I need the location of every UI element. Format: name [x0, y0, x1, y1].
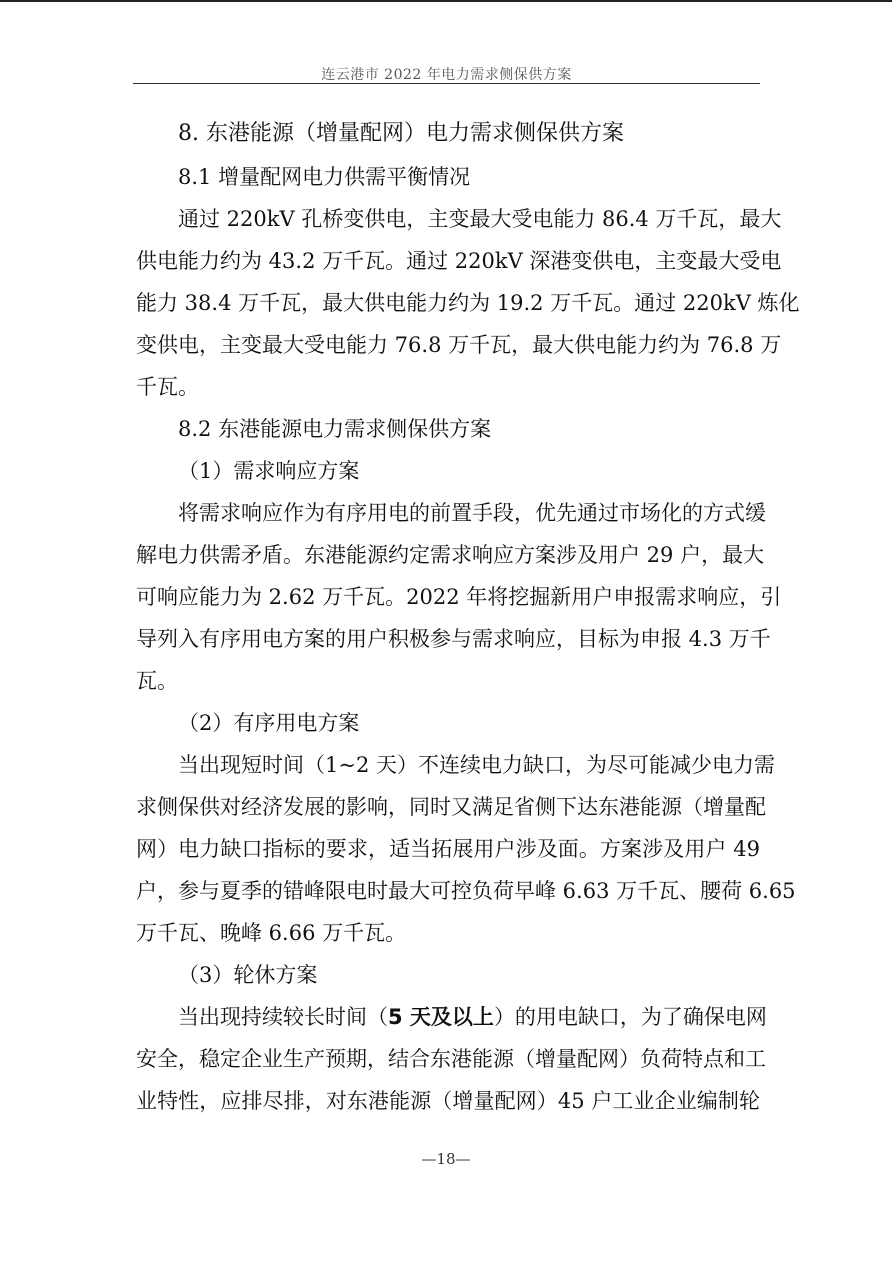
paragraph-line: 将需求响应作为有序用电的前置手段，优先通过市场化的方式缓	[178, 501, 766, 525]
subsection-8-2-heading: 8.2 东港能源电力需求侧保供方案	[178, 417, 492, 441]
item-3-heading: （3）轮休方案	[178, 963, 318, 987]
paragraph-line: 户，参与夏季的错峰限电时最大可控负荷早峰 6.63 万千瓦、腰荷 6.65	[136, 879, 796, 903]
paragraph-line: 万千瓦、晚峰 6.66 万千瓦。	[136, 921, 407, 945]
paragraph-line	[136, 1003, 767, 1031]
paragraph-line: 业特性，应排尽排，对东港能源（增量配网）45 户工业企业编制轮	[136, 1089, 760, 1113]
paragraph-line: 供电能力约为 43.2 万千瓦。通过 220kV 深港变供电，主变最大受电	[136, 249, 782, 273]
subsection-8-1-heading: 8.1 增量配网电力供需平衡情况	[178, 165, 471, 189]
top-border	[0, 0, 892, 2]
page-number: —18—	[421, 1150, 471, 1168]
paragraph-line: 求侧保供对经济发展的影响，同时又满足省侧下达东港能源（增量配	[136, 795, 766, 819]
item-1-heading: （1）需求响应方案	[178, 459, 360, 483]
paragraph-line: 能力 38.4 万千瓦，最大供电能力约为 19.2 万千瓦。通过 220kV 炼化	[136, 291, 800, 315]
paragraph-line: 当出现短时间（1~2 天）不连续电力缺口，为尽可能减少电力需	[178, 753, 775, 777]
text-span: ）的用电缺口，为了确保电网	[493, 1005, 767, 1029]
emphasis-text: 5 天及以上	[388, 1005, 494, 1029]
paragraph-line: 变供电，主变最大受电能力 76.8 万千瓦，最大供电能力约为 76.8 万	[136, 333, 782, 357]
paragraph-line: 导列入有序用电方案的用户积极参与需求响应，目标为申报 4.3 万千	[136, 627, 771, 651]
paragraph-line: 解电力供需矛盾。东港能源约定需求响应方案涉及用户 29 户，最大	[136, 543, 765, 567]
page-header: 连云港市 2022 年电力需求侧保供方案	[321, 67, 572, 83]
paragraph-line: 安全，稳定企业生产预期，结合东港能源（增量配网）负荷特点和工	[136, 1047, 766, 1071]
text-span: 当出现持续较长时间（	[178, 1005, 388, 1029]
header-divider	[133, 83, 760, 84]
paragraph-line: 可响应能力为 2.62 万千瓦。2022 年将挖掘新用户申报需求响应，引	[136, 585, 782, 609]
paragraph-line: 瓦。	[136, 669, 178, 693]
paragraph-line: 通过 220kV 孔桥变供电，主变最大受电能力 86.4 万千瓦，最大	[178, 207, 782, 231]
paragraph-line: 千瓦。	[136, 375, 199, 399]
paragraph-line: 网）电力缺口指标的要求，适当拓展用户涉及面。方案涉及用户 49	[136, 837, 760, 861]
section-title: 8. 东港能源（增量配网）电力需求侧保供方案	[178, 121, 624, 146]
item-2-heading: （2）有序用电方案	[178, 711, 360, 735]
